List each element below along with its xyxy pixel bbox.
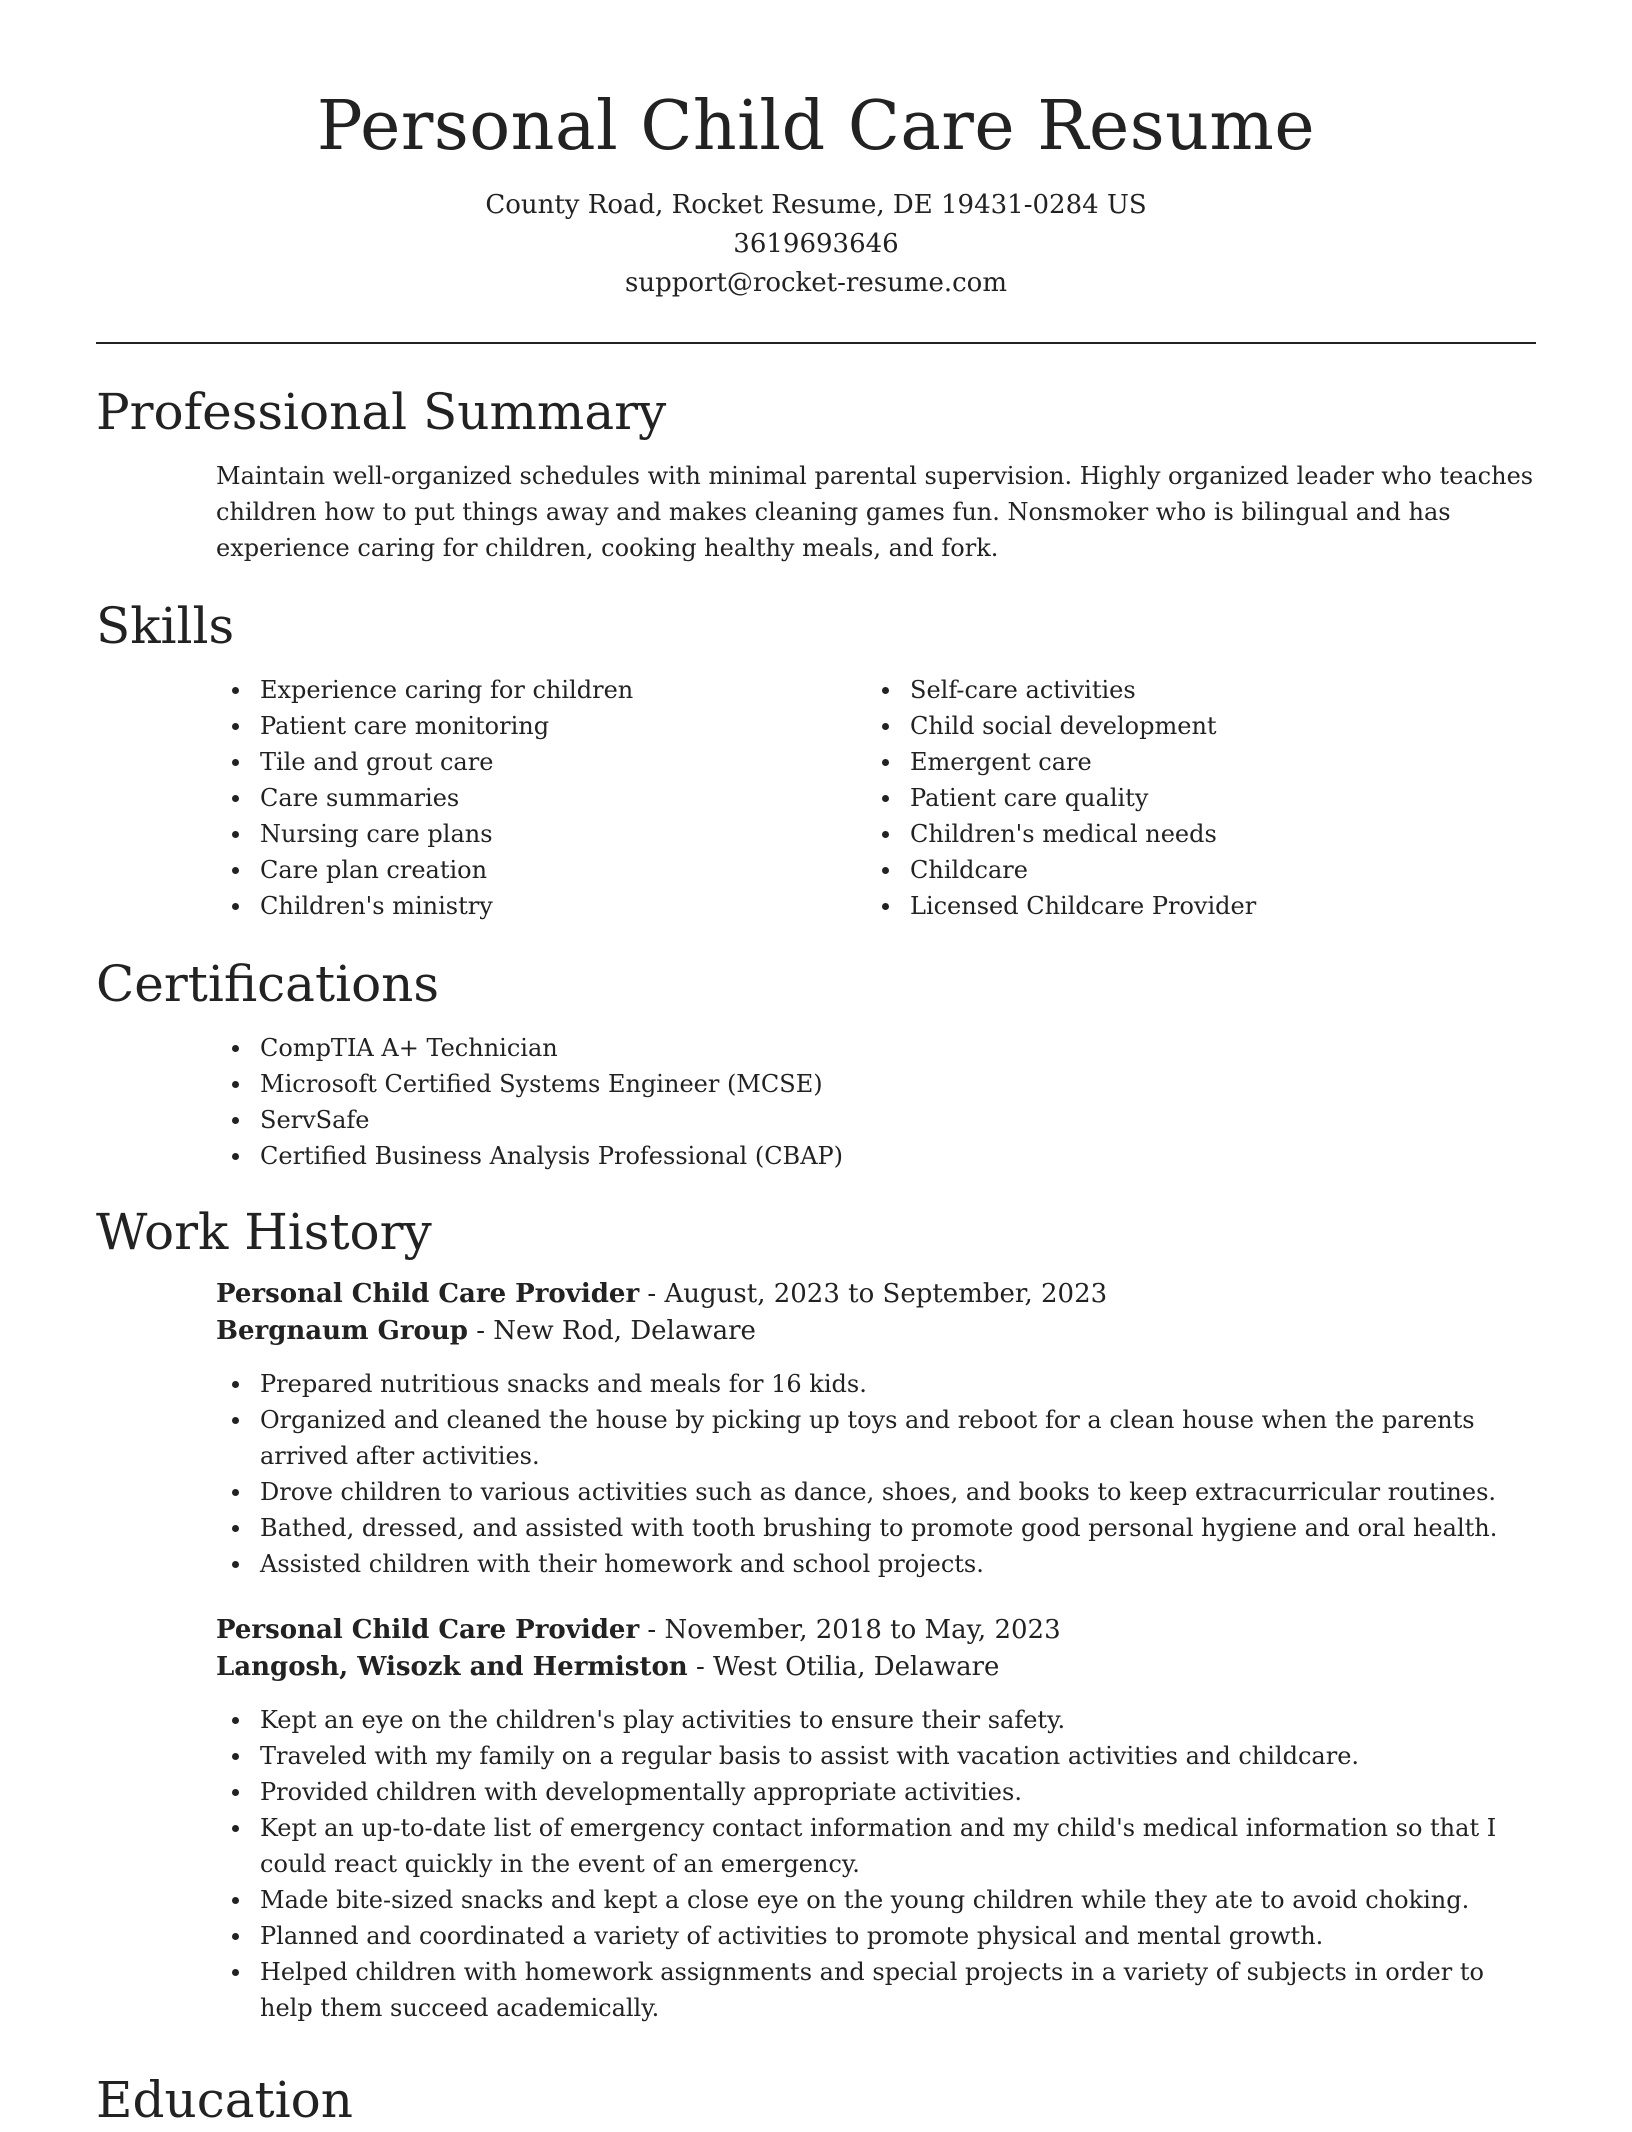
summary-heading: Professional Summary [96,383,667,441]
list-item: Provided children with developmentally appropriate activities. [216,1774,1536,1810]
list-item: Patient care monitoring [216,708,866,744]
summary-text: Maintain well-organized schedules with minimal parental supervision. Highly organized leader who teaches children how to put things away and makes cleaning games fun. Nonsmoker who is bilingual and has experience caring for children, cooking healthy meals, and fork. [216,462,1534,562]
list-item: Certified Business Analysis Professional (CBAP) [216,1138,1536,1174]
job-dates: - November, 2018 to May, 2023 [639,1615,1061,1645]
skills-list-left [216,672,866,924]
list-item: Licensed Childcare Provider [866,888,1516,924]
job-entry [216,1276,1536,1582]
job-location: - New Rod, Delaware [467,1316,756,1346]
resume-title: Personal Child Care Resume [316,87,1316,166]
job-company: Langosh, Wisozk and Hermiston [216,1652,688,1682]
certifications-list [216,1030,1536,1174]
skills-section [96,594,1536,924]
job-bullets [216,1366,1536,1582]
list-item: Drove children to various activities such as dance, shoes, and books to keep extracurricular routines. [216,1474,1536,1510]
work-section [96,1200,1536,2026]
list-item: Children's ministry [216,888,866,924]
certifications-heading: Certifications [96,955,440,1013]
list-item: Planned and coordinated a variety of activities to promote physical and mental growth. [216,1918,1536,1954]
job-dates: - August, 2023 to September, 2023 [639,1279,1108,1309]
skills-heading: Skills [96,597,235,655]
work-heading: Work History [96,1203,432,1261]
education-section [96,2068,1536,2132]
list-item: Traveled with my family on a regular basis to assist with vacation activities and childcare. [216,1738,1536,1774]
list-item: Childcare [866,852,1516,888]
list-item: Kept an up-to-date list of emergency contact information and my child's medical information so that I could react quickly in the event of an emergency. [216,1810,1536,1882]
list-item: Nursing care plans [216,816,866,852]
certifications-section [96,952,1536,1174]
list-item: Kept an eye on the children's play activities to ensure their safety. [216,1702,1536,1738]
job-title: Personal Child Care Provider [216,1279,640,1309]
list-item: Child social development [866,708,1516,744]
list-item: Patient care quality [866,780,1516,816]
job-title-line [216,1612,1536,1649]
list-item: Made bite-sized snacks and kept a close eye on the young children while they ate to avoid choking. [216,1882,1536,1918]
contact-block [0,186,1632,303]
job-bullets [216,1702,1536,2026]
header-divider [96,342,1536,344]
list-item: Assisted children with their homework and school projects. [216,1546,1536,1582]
list-item: Care summaries [216,780,866,816]
list-item: Self-care activities [866,672,1516,708]
summary-section [96,380,1536,566]
list-item: Care plan creation [216,852,866,888]
skills-list-right [866,672,1516,924]
job-title-line [216,1276,1536,1313]
list-item: Emergent care [866,744,1516,780]
list-item: Bathed, dressed, and assisted with tooth brushing to promote good personal hygiene and oral health. [216,1510,1536,1546]
list-item: ServSafe [216,1102,1536,1138]
phone: 3619693646 [733,229,899,259]
resume-header [0,0,1632,303]
list-item: Microsoft Certified Systems Engineer (MCSE) [216,1066,1536,1102]
job-title: Personal Child Care Provider [216,1615,640,1645]
list-item: Children's medical needs [866,816,1516,852]
list-item: Experience caring for children [216,672,866,708]
list-item: Prepared nutritious snacks and meals for 16 kids. [216,1366,1536,1402]
list-item: Helped children with homework assignments and special projects in a variety of subjects in order to help them succeed academically. [216,1954,1536,2026]
list-item: Organized and cleaned the house by picking up toys and reboot for a clean house when the parents arrived after activities. [216,1402,1536,1474]
email: support@rocket-resume.com [624,268,1007,298]
list-item: CompTIA A+ Technician [216,1030,1536,1066]
address: County Road, Rocket Resume, DE 19431-0284 US [485,190,1147,220]
education-heading: Education [96,2071,353,2129]
skills-columns [216,672,1536,924]
job-location: - West Otilia, Delaware [687,1652,1000,1682]
job-company: Bergnaum Group [216,1316,468,1346]
job-entry [216,1612,1536,2026]
list-item: Tile and grout care [216,744,866,780]
job-org-line [216,1649,1536,1686]
job-org-line [216,1313,1536,1350]
